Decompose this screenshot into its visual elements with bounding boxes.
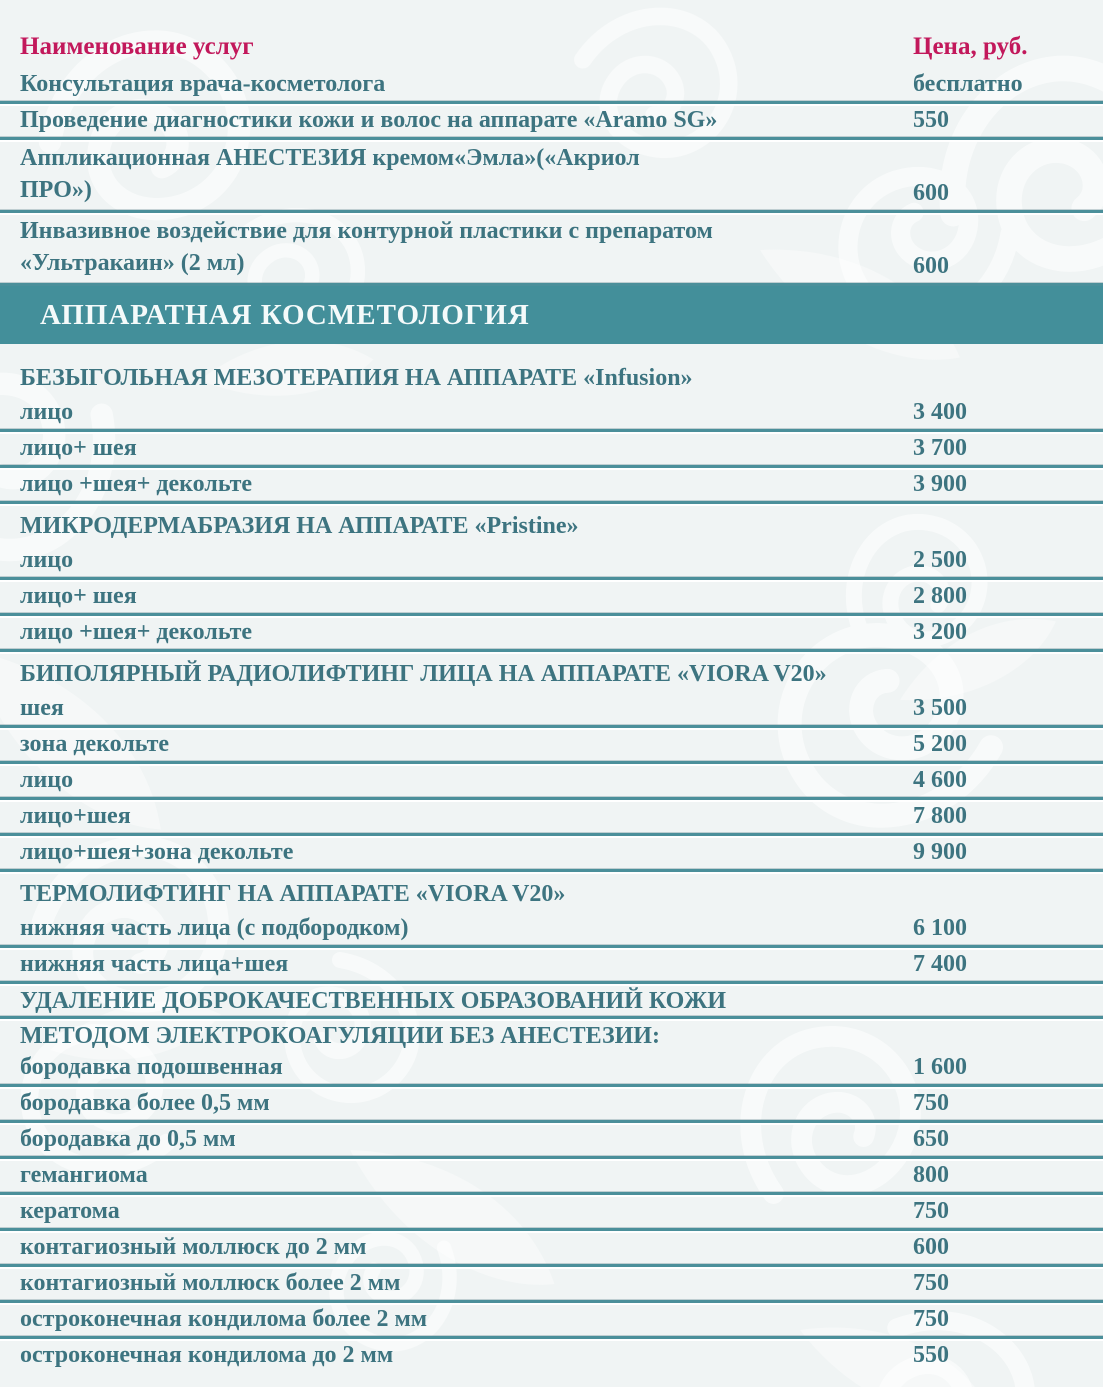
table-row — [0, 1339, 1103, 1372]
section-heading-line — [0, 1019, 1103, 1051]
service-name: лицо+шея — [20, 803, 131, 829]
service-price: 600 — [913, 180, 949, 206]
service-name: лицо+ шея — [20, 583, 137, 609]
service-price: 600 — [913, 253, 949, 279]
service-price: 650 — [913, 1126, 949, 1152]
section-heading-line — [0, 984, 1103, 1016]
column-header-price: Цена, руб. — [913, 33, 1028, 60]
service-name: лицо — [20, 399, 74, 425]
service-price: 7 800 — [913, 803, 967, 829]
section-heading-text: МЕТОДОМ ЭЛЕКТРОКОАГУЛЯЦИИ БЕЗ АНЕСТЕЗИИ: — [20, 1023, 660, 1049]
section-heading — [0, 356, 1103, 396]
table-header — [0, 0, 1103, 68]
service-price: 750 — [913, 1270, 949, 1296]
table-row — [0, 836, 1103, 869]
service-sections — [0, 356, 1103, 1372]
service-name: Проведение диагностики кожи и волос на аппарате «Aramo SG» — [20, 107, 718, 133]
service-name: лицо +шея+ декольте — [20, 471, 253, 497]
section-heading-text: БИПОЛЯРНЫЙ РАДИОЛИФТИНГ ЛИЦА НА АППАРАТЕ «VIORA V20» — [20, 661, 827, 687]
table-row — [0, 616, 1103, 649]
table-row — [0, 800, 1103, 833]
banner-title: АППАРАТНАЯ КОСМЕТОЛОГИЯ — [40, 298, 530, 331]
service-name-line: Инвазивное воздействие для контурной пластики с препаратом — [20, 218, 713, 244]
service-name: лицо — [20, 547, 74, 573]
service-price: 6 100 — [913, 915, 967, 941]
service-name: остроконечная кондилома более 2 мм — [20, 1306, 428, 1332]
service-name-line: Аппликационная АНЕСТЕЗИЯ кремом«Эмла»(«Акриол — [20, 145, 640, 171]
service-name-line: «Ультракаин» (2 мл) — [20, 250, 245, 276]
service-section — [0, 872, 1103, 984]
service-section — [0, 356, 1103, 504]
table-row — [0, 728, 1103, 761]
service-name: бородавка более 0,5 мм — [20, 1090, 270, 1116]
service-price: 3 200 — [913, 619, 967, 645]
service-price: 3 400 — [913, 399, 967, 425]
service-price: 2 800 — [913, 583, 967, 609]
section-heading-text: УДАЛЕНИЕ ДОБРОКАЧЕСТВЕННЫХ ОБРАЗОВАНИЙ КОЖИ — [20, 988, 727, 1014]
service-name: шея — [20, 695, 64, 721]
column-header-service: Наименование услуг — [20, 33, 254, 60]
service-name: нижняя часть лица (с подбородком) — [20, 915, 409, 941]
service-name: лицо — [20, 767, 74, 793]
service-section — [0, 504, 1103, 652]
section-heading — [0, 504, 1103, 544]
service-price: 600 — [913, 1234, 949, 1260]
table-row — [0, 140, 1103, 210]
table-row — [0, 1303, 1103, 1336]
section-heading-text: ТЕРМОЛИФТИНГ НА АППАРАТЕ «VIORA V20» — [20, 881, 566, 907]
service-name: остроконечная кондилома до 2 мм — [20, 1342, 394, 1368]
service-price: 750 — [913, 1306, 949, 1332]
service-name: лицо+шея+зона декольте — [20, 839, 294, 865]
service-price: бесплатно — [913, 71, 1023, 97]
service-price: 5 200 — [913, 731, 967, 757]
table-row — [0, 104, 1103, 137]
service-name — [20, 142, 640, 206]
service-name: бородавка до 0,5 мм — [20, 1126, 236, 1152]
table-row — [0, 1051, 1103, 1084]
table-row — [0, 1123, 1103, 1156]
service-price: 4 600 — [913, 767, 967, 793]
service-name: лицо+ шея — [20, 435, 137, 461]
table-row — [0, 1267, 1103, 1300]
table-row — [0, 468, 1103, 501]
service-section — [0, 984, 1103, 1372]
table-row — [0, 692, 1103, 725]
service-price: 750 — [913, 1090, 949, 1116]
service-price: 2 500 — [913, 547, 967, 573]
service-section — [0, 652, 1103, 872]
table-row — [0, 1087, 1103, 1120]
service-name: нижняя часть лица+шея — [20, 951, 289, 977]
service-name: кератома — [20, 1198, 120, 1224]
table-row — [0, 432, 1103, 465]
service-name: зона декольте — [20, 731, 170, 757]
service-price: 3 900 — [913, 471, 967, 497]
service-price: 3 500 — [913, 695, 967, 721]
service-price: 7 400 — [913, 951, 967, 977]
service-name: контагиозный моллюск до 2 мм — [20, 1234, 367, 1260]
table-row — [0, 1195, 1103, 1228]
table-row — [0, 912, 1103, 945]
table-row — [0, 213, 1103, 283]
service-name: гемангиома — [20, 1162, 148, 1188]
table-row — [0, 396, 1103, 429]
table-row — [0, 68, 1103, 101]
table-row — [0, 580, 1103, 613]
table-row — [0, 1231, 1103, 1264]
service-name: бородавка подошвенная — [20, 1054, 283, 1080]
section-heading — [0, 652, 1103, 692]
service-price: 1 600 — [913, 1054, 967, 1080]
service-price: 800 — [913, 1162, 949, 1188]
service-price: 550 — [913, 107, 949, 133]
service-price: 9 900 — [913, 839, 967, 865]
service-name-line: ПРО») — [20, 177, 92, 203]
service-name — [20, 215, 713, 279]
table-row — [0, 1159, 1103, 1192]
service-name: Консультация врача-косметолога — [20, 71, 386, 97]
service-price: 3 700 — [913, 435, 967, 461]
intro-rows — [0, 68, 1103, 286]
service-name: лицо +шея+ декольте — [20, 619, 253, 645]
service-price: 550 — [913, 1342, 949, 1368]
section-heading — [0, 872, 1103, 912]
service-name: контагиозный моллюск более 2 мм — [20, 1270, 401, 1296]
table-row — [0, 544, 1103, 577]
service-price: 750 — [913, 1198, 949, 1224]
section-banner — [0, 286, 1103, 344]
table-row — [0, 764, 1103, 797]
table-row — [0, 948, 1103, 981]
section-heading-text: БЕЗЫГОЛЬНАЯ МЕЗОТЕРАПИЯ НА АППАРАТЕ «Infusion» — [20, 365, 693, 391]
section-heading-text: МИКРОДЕРМАБРАЗИЯ НА АППАРАТЕ «Pristine» — [20, 513, 579, 539]
